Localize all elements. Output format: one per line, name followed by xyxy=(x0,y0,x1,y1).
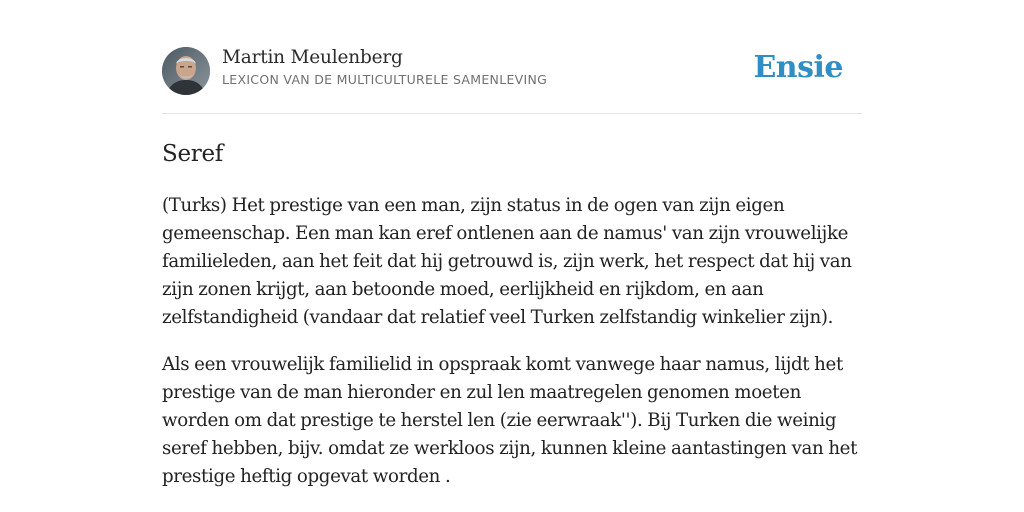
author-name[interactable]: Martin Meulenberg xyxy=(222,47,403,68)
article-header xyxy=(162,0,862,114)
avatar-photo-icon xyxy=(162,47,210,95)
entry-title: Seref xyxy=(162,141,223,167)
entry-paragraph-2: Als een vrouwelijk familielid in opspraak komt vanwege haar namus, lijdt het prestige van de man hieronder en zul len maatregelen genomen moeten worden om dat prestige te herstel len (zie eerwraak''). Bij Turken die weinig seref hebben, bijv. omdat ze werkloos zijn, kunnen kleine aantastingen van het prestige heftig opgevat worden . xyxy=(162,354,858,487)
author-avatar[interactable] xyxy=(162,47,210,95)
publication-name[interactable]: LEXICON VAN DE MULTICULTURELE SAMENLEVING xyxy=(222,72,548,87)
article-card xyxy=(162,0,862,491)
author-block xyxy=(222,46,547,87)
entry-paragraph-1: (Turks) Het prestige van een man, zijn status in de ogen van zijn eigen gemeenschap. Een man kan eref ontlenen aan de namus' van zijn vrouwelijke familieleden, aan het feit dat hij getrouwd is, zijn werk, het respect dat hij van zijn zonen krijgt, aan betoonde moed, eerlijkheid en rijkdom, en aan zelfstandigheid (vandaar dat relatief veel Turken zelfstandig winkelier zijn). xyxy=(162,195,852,328)
brand-logo[interactable]: Ensie xyxy=(753,50,843,85)
